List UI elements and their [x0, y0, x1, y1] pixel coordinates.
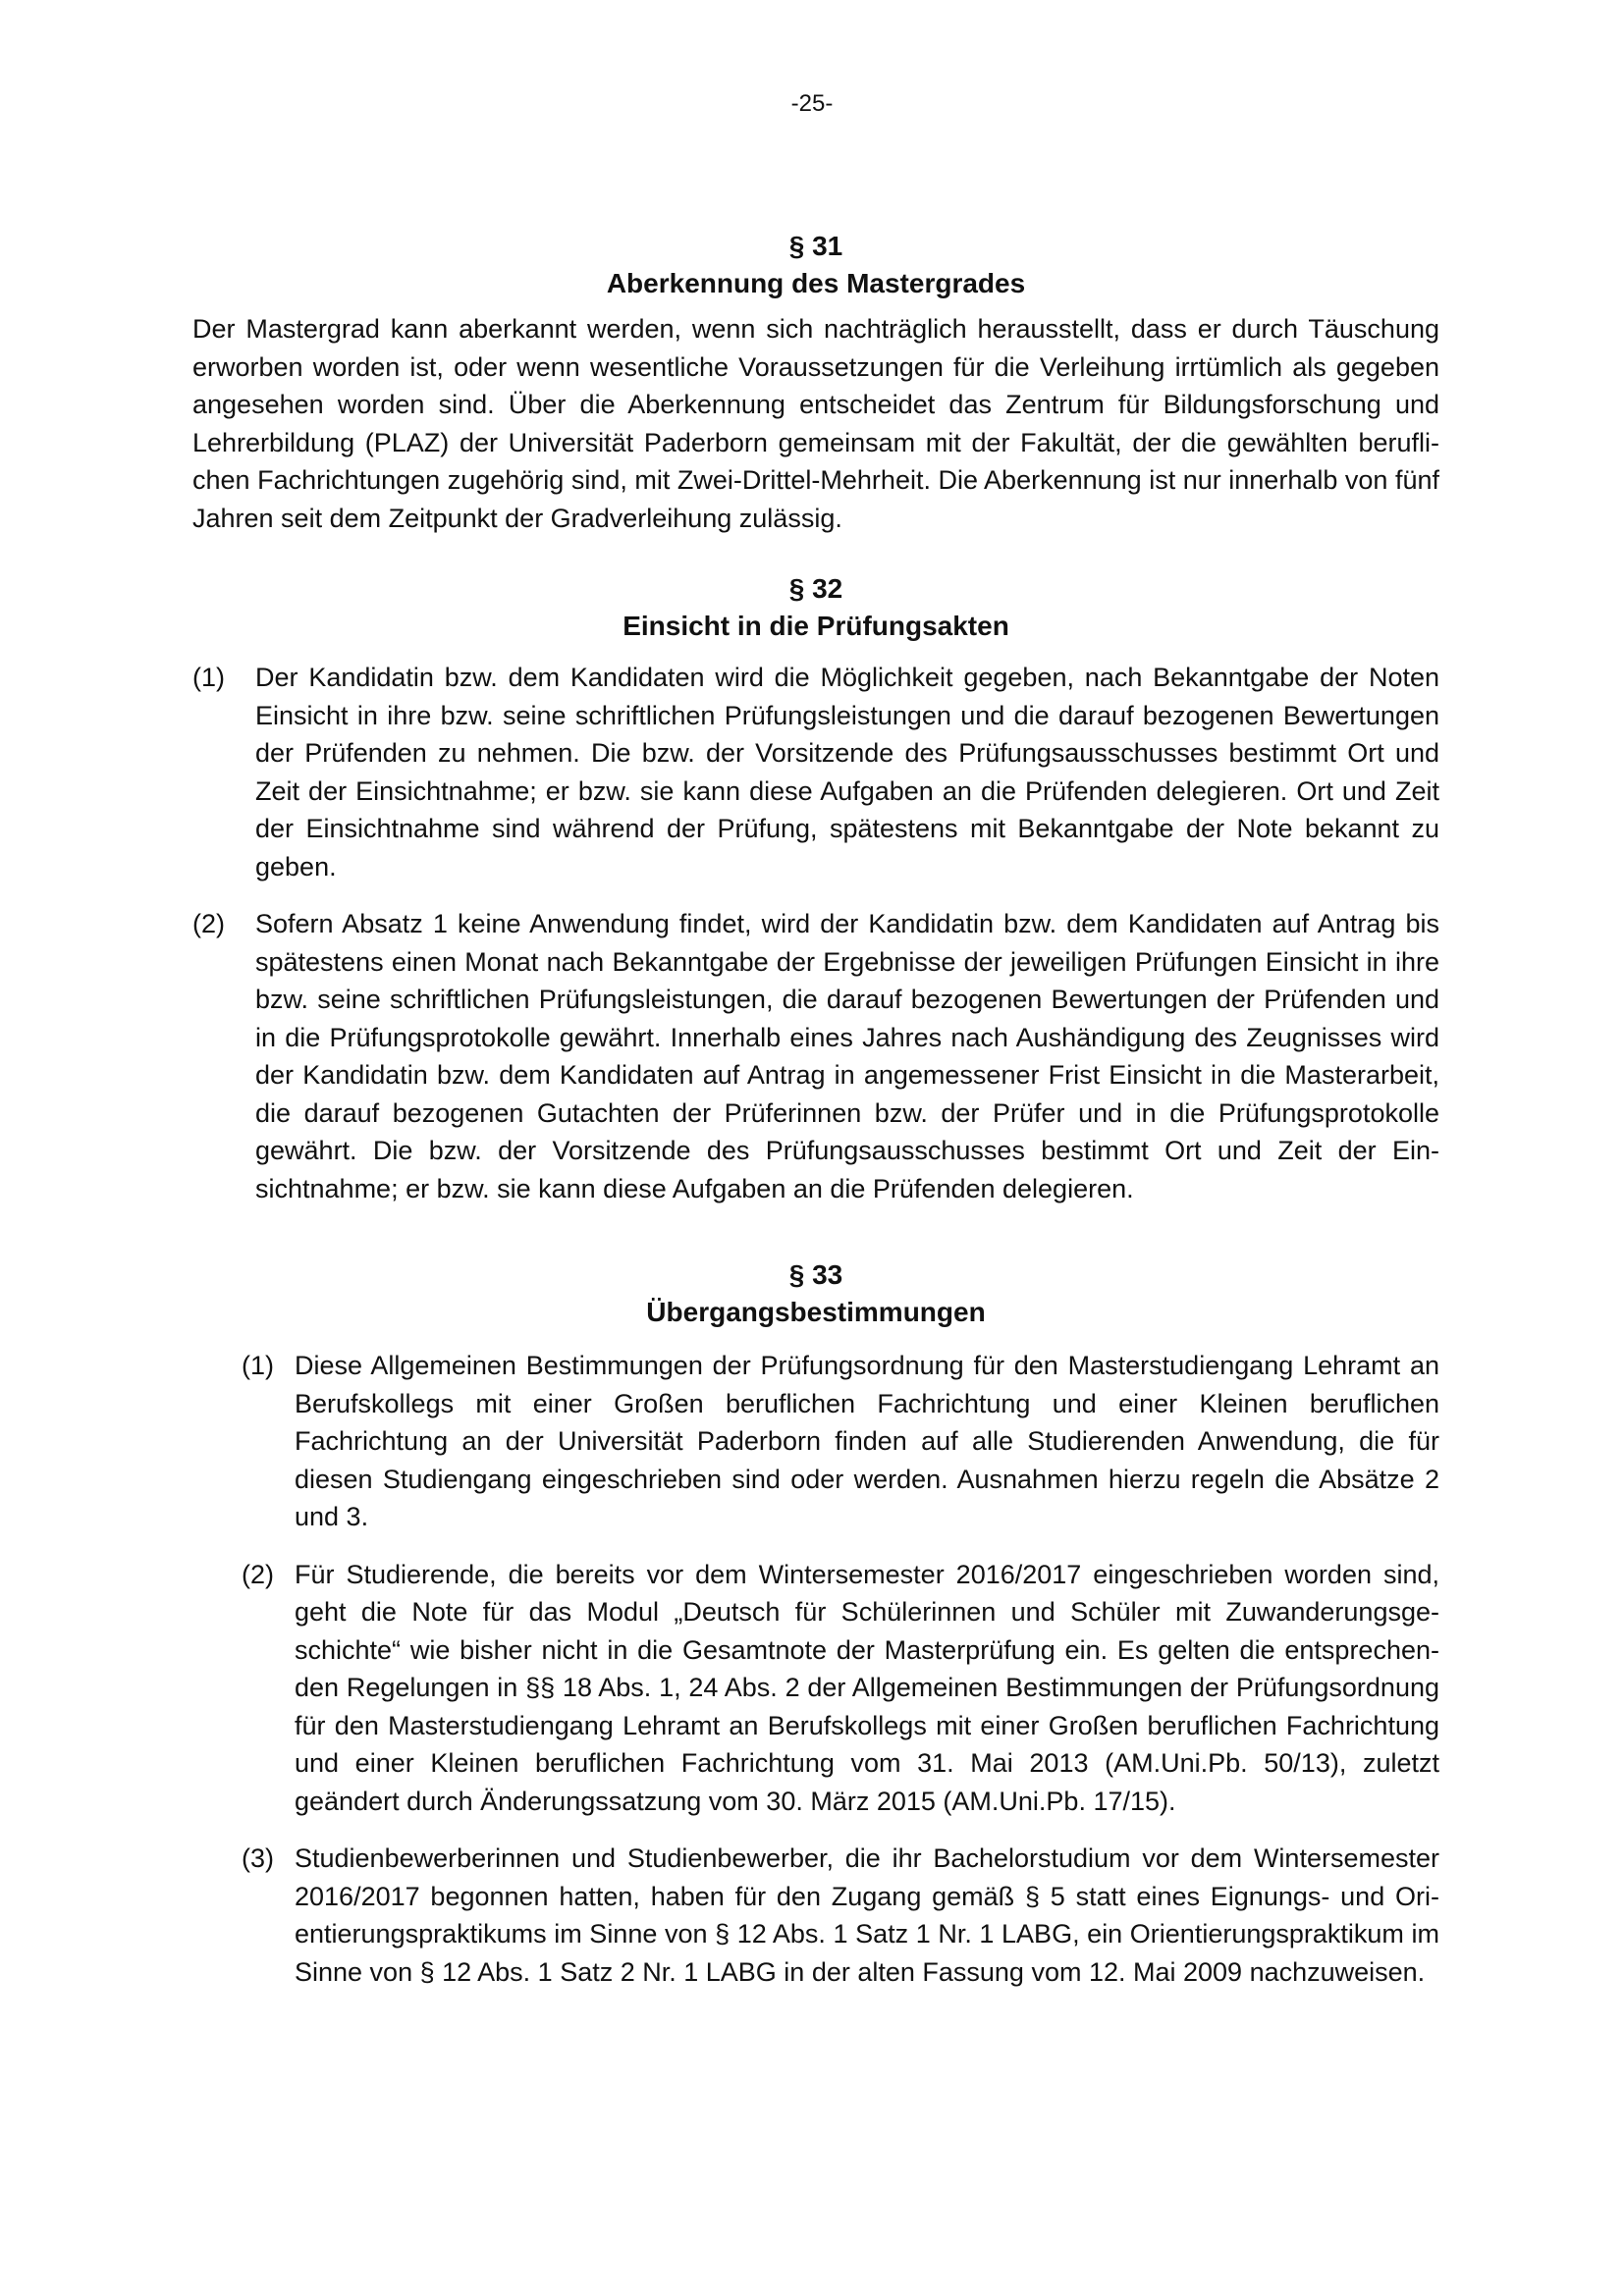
paragraph-3 [242, 1840, 1439, 1991]
paragraph-list [192, 1347, 1439, 1991]
paragraph-number: (2) [192, 909, 225, 938]
section-31 [192, 228, 1439, 537]
paragraph-2 [192, 905, 1439, 1207]
paragraph-1 [192, 659, 1439, 885]
section-text: Der Mastergrad kann aberkannt werden, wenn sich nachträglich herausstellt, dass er durch Täuschung erworben worden ist, oder wenn wesentliche Voraussetzungen für die Verleihung irrtümlich als gegeben angesehen worden sind. Über die Aberkennung entscheidet das Zentrum für Bildungsforschung und Lehrerbildung (PLAZ) der Universität Paderborn gemeinsam mit der Fakultät, der die gewählten beruflichen Fachrichtungen zugehörig sind, mit Zwei-Drittel-Mehrheit. Die Aberkennung ist nur innerhalb von fünf Jahren seit dem Zeitpunkt der Gradverleihung zulässig. [192, 314, 1439, 533]
paragraph-number: (1) [192, 663, 225, 692]
paragraph-1 [242, 1347, 1439, 1536]
section-number: § 33 [788, 1259, 843, 1290]
paragraph-number: (2) [242, 1559, 274, 1589]
page-number: -25- [790, 90, 834, 117]
section-title: Aberkennung des Mastergrades [606, 268, 1026, 298]
paragraph-text: Der Kandidatin bzw. dem Kandidaten wird die Möglichkeit gegeben, nach Bekanntgabe der Noten Einsicht in ihre bzw. seine schriftlichen Prüfungsleistungen und die darauf bezogenen Bewertungen der Prüfenden zu nehmen. Die bzw. der Vorsitzende des Prüfungsausschusses bestimmt Ort und Zeit der Einsichtnahme; er bzw. sie kann diese Aufgaben an die Prüfenden delegieren. Ort und Zeit der Einsichtnahme sind während der Prüfung, spätestens mit Bekanntgabe der Note bekannt zu geben. [255, 663, 1439, 881]
section-number: § 31 [788, 231, 843, 261]
section-number: § 32 [788, 573, 843, 604]
paragraph-text: Diese Allgemeinen Bestimmungen der Prüfungsordnung für den Masterstudiengang Lehramt an Berufskollegs mit einer Großen beruflichen Fachrichtung und einer Kleinen beruflichen Fachrichtung an der Universität Paderborn finden auf alle Studierenden Anwendung, die für diesen Studiengang eingeschrieben sind oder werden. Ausnahmen hierzu regeln die Absätze 2 und 3. [295, 1351, 1439, 1531]
section-heading [192, 570, 1439, 645]
paragraph-2 [242, 1556, 1439, 1821]
section-heading [192, 228, 1439, 302]
paragraph-text: Studienbewerberinnen und Studienbewerber, die ihr Bachelorstudium vor dem Wintersemester 2016/2017 begonnen hatten, haben für den Zugang gemäß § 5 statt eines Eignungs- und Orientierungspraktikums im Sinne von § 12 Abs. 1 Satz 1 Nr. 1 LABG, ein Orientierungspraktikum im Sinne von § 12 Abs. 1 Satz 2 Nr. 1 LABG in der alten Fassung vom 12. Mai 2009 nachzuweisen. [295, 1843, 1439, 1987]
paragraph-text: Für Studierende, die bereits vor dem Wintersemester 2016/2017 eingeschrieben worden sind, geht die Note für das Modul „Deutsch für Schülerinnen und Schüler mit Zuwanderungsgeschichte“ wie bisher nicht in die Gesamtnote der Masterprüfung ein. Es gelten die entsprechenden Regelungen in §§ 18 Abs. 1, 24 Abs. 2 der Allgemeinen Bestimmungen der Prüfungsordnung für den Masterstudiengang Lehramt an Berufskollegs mit einer Großen beruflichen Fachrichtung und einer Kleinen beruflichen Fachrichtung vom 31. Mai 2013 (AM.Uni.Pb. 50/13), zuletzt geändert durch Änderungssatzung vom 30. März 2015 (AM.Uni.Pb. 17/15). [295, 1559, 1439, 1816]
paragraph-number: (1) [242, 1351, 274, 1380]
paragraph-text: Sofern Absatz 1 keine Anwendung findet, wird der Kandidatin bzw. dem Kandidaten auf Antrag bis spätestens einen Monat nach Bekanntgabe der Ergebnisse der jeweiligen Prüfungen Einsicht in ihre bzw. seine schriftlichen Prüfungsleistungen, die darauf bezogenen Bewertungen der Prüfenden und in die Prüfungsprotokolle gewährt. Innerhalb eines Jahres nach Aushändigung des Zeugnisses wird der Kandidatin bzw. dem Kandidaten auf Antrag in angemessener Frist Einsicht in die Masterarbeit, die darauf bezogenen Gutachten der Prüferinnen bzw. der Prüfer und in die Prüfungsprotokolle gewährt. Die bzw. der Vorsitzende des Prüfungsausschusses bestimmt Ort und Zeit der Einsichtnahme; er bzw. sie kann diese Aufgaben an die Prüfenden delegieren. [255, 909, 1439, 1203]
section-title: Einsicht in die Prüfungsakten [623, 611, 1009, 641]
section-title: Übergangsbestimmungen [646, 1297, 986, 1327]
section-33 [192, 1256, 1439, 1991]
document-body [192, 228, 1439, 1991]
section-32 [192, 570, 1439, 1207]
section-heading [192, 1256, 1439, 1331]
paragraph-number: (3) [242, 1843, 274, 1873]
